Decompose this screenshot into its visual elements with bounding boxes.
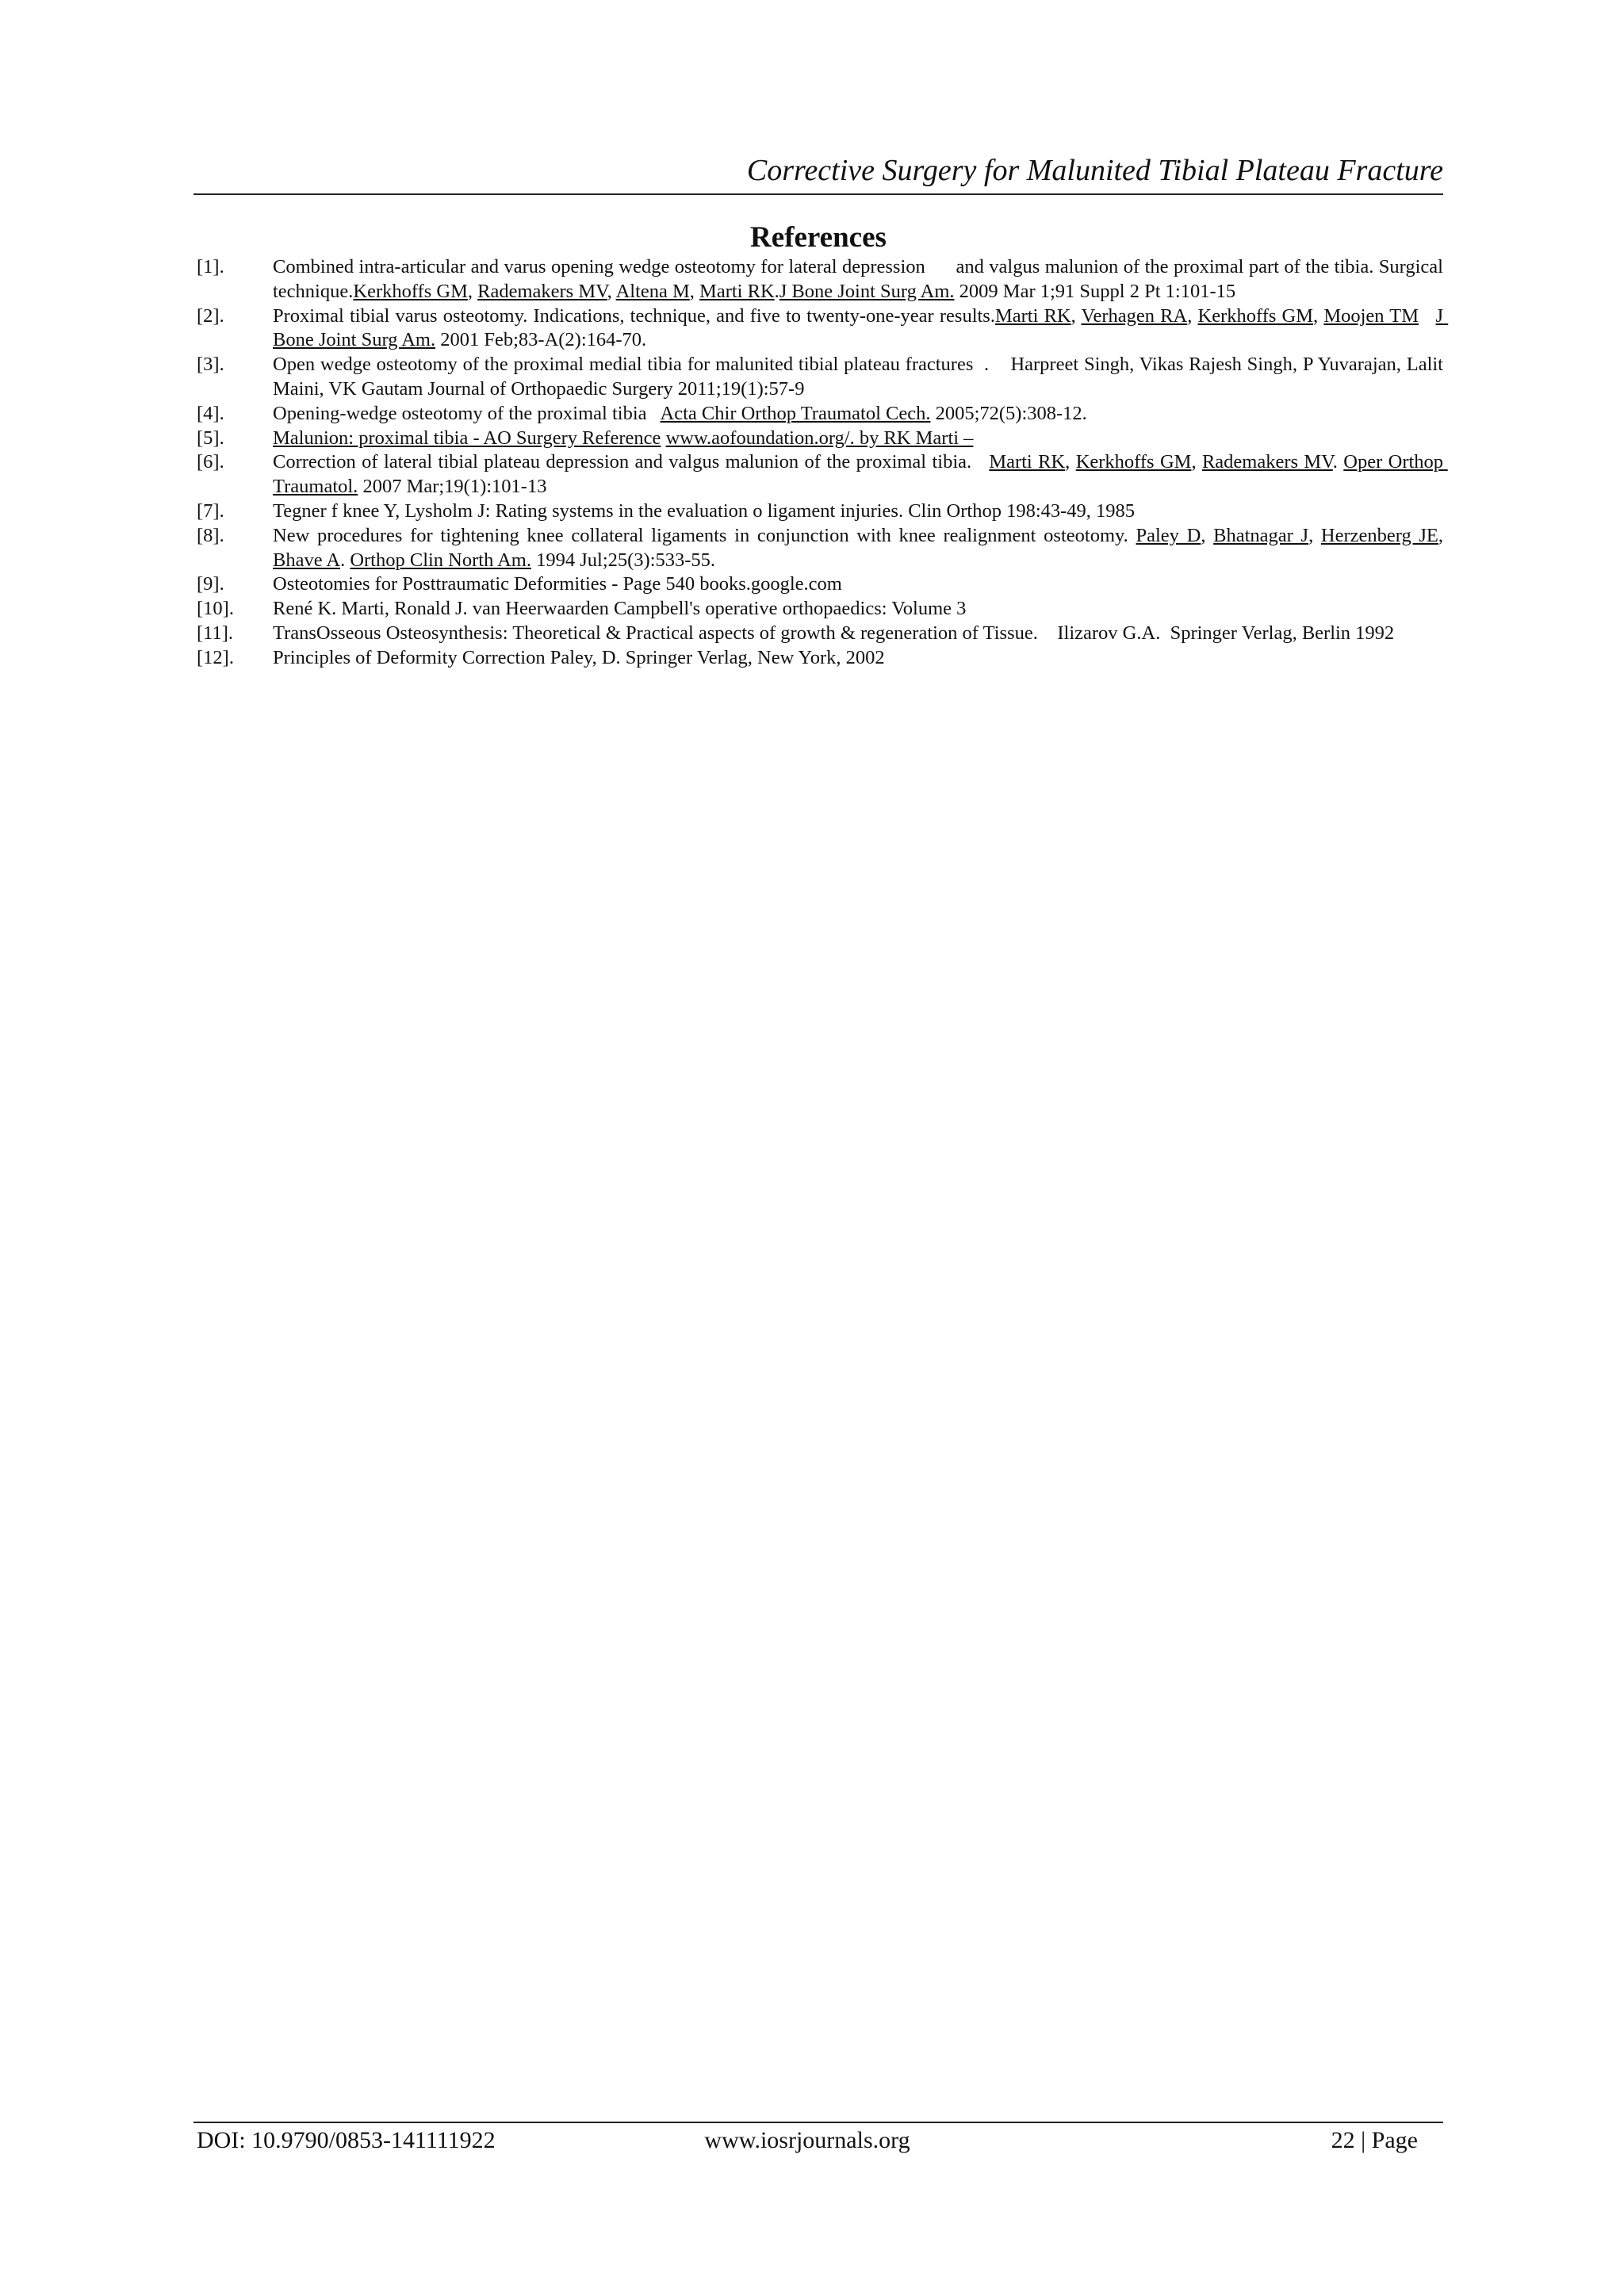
reference-text (273, 499, 1443, 524)
reference-link[interactable]: Verhagen RA (1081, 304, 1188, 327)
reference-text-segment: René K. Marti, Ronald J. van Heerwaarden Campbell's operative orthopaedics: Volume 3 (273, 598, 967, 620)
footer-rule (193, 2122, 1443, 2123)
reference-number: [11]. (197, 622, 234, 644)
reference-text-segment: . (774, 280, 779, 302)
reference-text-segment: 2005;72(5):308-12. (930, 402, 1087, 424)
reference-link[interactable]: Kerkhoffs GM (1197, 304, 1314, 327)
reference-text-segment: , (1065, 451, 1076, 473)
reference-text-segment: , (467, 280, 478, 302)
reference-text-segment: Tegner f knee Y, Lysholm J: Rating systems in the evaluation o ligament injuries. Clin Orthop 198:43-49, 1985 (273, 499, 1136, 522)
reference-link[interactable]: Bhatnagar J (1213, 524, 1309, 546)
reference-text-segment: Principles of Deformity Correction Paley, D. Springer Verlag, New York, 2002 (273, 646, 885, 668)
reference-number: [10]. (197, 598, 234, 620)
reference-item (197, 402, 1443, 427)
reference-text (273, 622, 1443, 646)
reference-link[interactable]: Acta Chir Orthop Traumatol Cech. (660, 402, 931, 424)
footer-page-number: 22 | Page (1331, 2127, 1418, 2153)
running-header-title: Corrective Surgery for Malunited Tibial Plateau Fracture (746, 154, 1443, 187)
reference-item (197, 597, 1443, 622)
reference-text (273, 427, 1443, 451)
page-footer (197, 2125, 1418, 2156)
reference-number: [3]. (197, 354, 224, 376)
reference-link[interactable]: Herzenberg JE (1320, 524, 1438, 546)
reference-number: [6]. (197, 451, 224, 473)
reference-text-segment: , (689, 280, 700, 302)
reference-text-segment: , (1187, 304, 1198, 327)
reference-link[interactable]: Rademakers MV (1201, 451, 1333, 473)
reference-text-segment: Proximal tibial varus osteotomy. Indications, technique, and five to twenty-one-year results. (273, 304, 995, 327)
reference-number: [2]. (197, 304, 224, 327)
reference-text-segment: Correction of lateral tibial plateau depression and valgus malunion of the proximal tibia. (273, 451, 990, 473)
reference-item (197, 427, 1443, 451)
reference-link[interactable]: Rademakers MV (477, 280, 607, 302)
reference-text-segment (1419, 305, 1436, 327)
reference-link[interactable]: Malunion: proximal tibia - AO Surgery Reference (273, 427, 661, 449)
reference-text-segment: Open wedge osteotomy of the proximal medial tibia for malunited tibial plateau fractures . Harpreet Singh, Vikas Rajesh Singh, P Yuvarajan, Lalit Maini, VK Gautam Journal of Orthopaedic Surgery 2011;19(1):57-9 (273, 354, 1449, 400)
reference-text-segment: , (1308, 524, 1321, 546)
reference-link[interactable]: Paley D (1136, 524, 1201, 546)
reference-number: [9]. (197, 573, 224, 595)
reference-text-segment: , (1191, 451, 1202, 473)
reference-number: [1]. (197, 256, 224, 277)
reference-text-segment: Opening-wedge osteotomy of the proximal tibia (273, 402, 661, 424)
reference-text-segment: , (1201, 524, 1214, 546)
reference-text-segment: 2007 Mar;19(1):101-13 (358, 476, 547, 498)
reference-link[interactable]: Kerkhoffs GM (353, 280, 468, 302)
reference-number: [4]. (197, 402, 224, 424)
reference-link[interactable]: www.aofoundation.org/. by RK Marti – (665, 427, 974, 449)
reference-text (273, 353, 1449, 402)
reference-number: [12]. (197, 646, 234, 668)
header-rule (193, 193, 1443, 195)
reference-text (273, 572, 1443, 597)
reference-text-segment: New procedures for tightening knee collateral ligaments in conjunction with knee realignment osteotomy. (273, 524, 1136, 546)
references-heading: References (750, 221, 887, 254)
reference-link[interactable]: Marti RK (699, 280, 775, 302)
reference-link[interactable]: Bhave A (273, 549, 341, 571)
reference-link[interactable]: Moojen TM (1323, 304, 1419, 327)
reference-link[interactable]: Orthop Clin North Am. (350, 549, 531, 571)
reference-text (273, 450, 1448, 499)
reference-text-segment: TransOsseous Osteosynthesis: Theoretical & Practical aspects of growth & regeneration of Tissue. Ilizarov G.A. Springer Verlag, Berlin 1992 (273, 622, 1395, 644)
reference-text (273, 646, 1443, 671)
reference-text (273, 597, 1443, 622)
reference-text-segment: 2001 Feb;83-A(2):164-70. (435, 329, 647, 351)
reference-link[interactable]: Altena M (615, 280, 690, 302)
reference-text-segment: , (1438, 524, 1449, 546)
reference-text-segment: , (1071, 304, 1082, 327)
reference-item (197, 622, 1443, 646)
reference-item (197, 353, 1449, 402)
reference-link[interactable]: Marti RK (989, 451, 1066, 473)
reference-text-segment: , (1313, 304, 1324, 327)
reference-number: [5]. (197, 427, 224, 449)
reference-text-segment: 1994 Jul;25(3):533-55. (530, 549, 716, 571)
reference-item (197, 524, 1449, 573)
reference-text (273, 524, 1449, 573)
reference-text-segment: , (607, 280, 616, 302)
reference-text-segment: Combined intra-articular and varus opening wedge osteotomy for lateral depression and valgus malunion of the proximal part of the tibia. Surgical technique. (273, 256, 1449, 302)
reference-text-segment: . (340, 549, 350, 571)
reference-text-segment: Osteotomies for Posttraumatic Deformities - Page 540 books.google.com (273, 573, 842, 595)
footer-website: www.iosrjournals.org (704, 2127, 910, 2153)
reference-link[interactable]: Oper Orthop Traumatol. (273, 451, 1448, 498)
reference-link[interactable]: J Bone Joint Surg Am. (779, 280, 955, 302)
reference-item (197, 646, 1443, 671)
reference-text-segment: . (1332, 451, 1344, 473)
footer-doi: DOI: 10.9790/0853-141111922 (197, 2127, 496, 2153)
reference-list (197, 255, 1449, 671)
reference-link[interactable]: J Bone Joint Surg Am. (273, 304, 1449, 351)
reference-text (273, 402, 1443, 427)
reference-text (273, 304, 1449, 354)
reference-number: [7]. (197, 499, 224, 522)
reference-item (197, 499, 1443, 524)
reference-text (273, 255, 1449, 304)
reference-item (197, 572, 1443, 597)
reference-link[interactable]: Kerkhoffs GM (1075, 451, 1192, 473)
reference-number: [8]. (197, 524, 224, 546)
reference-link[interactable]: Marti RK (994, 304, 1071, 327)
reference-item (197, 255, 1449, 304)
reference-item (197, 450, 1448, 499)
reference-item (197, 304, 1449, 354)
reference-text-segment: 2009 Mar 1;91 Suppl 2 Pt 1:101-15 (954, 280, 1236, 302)
